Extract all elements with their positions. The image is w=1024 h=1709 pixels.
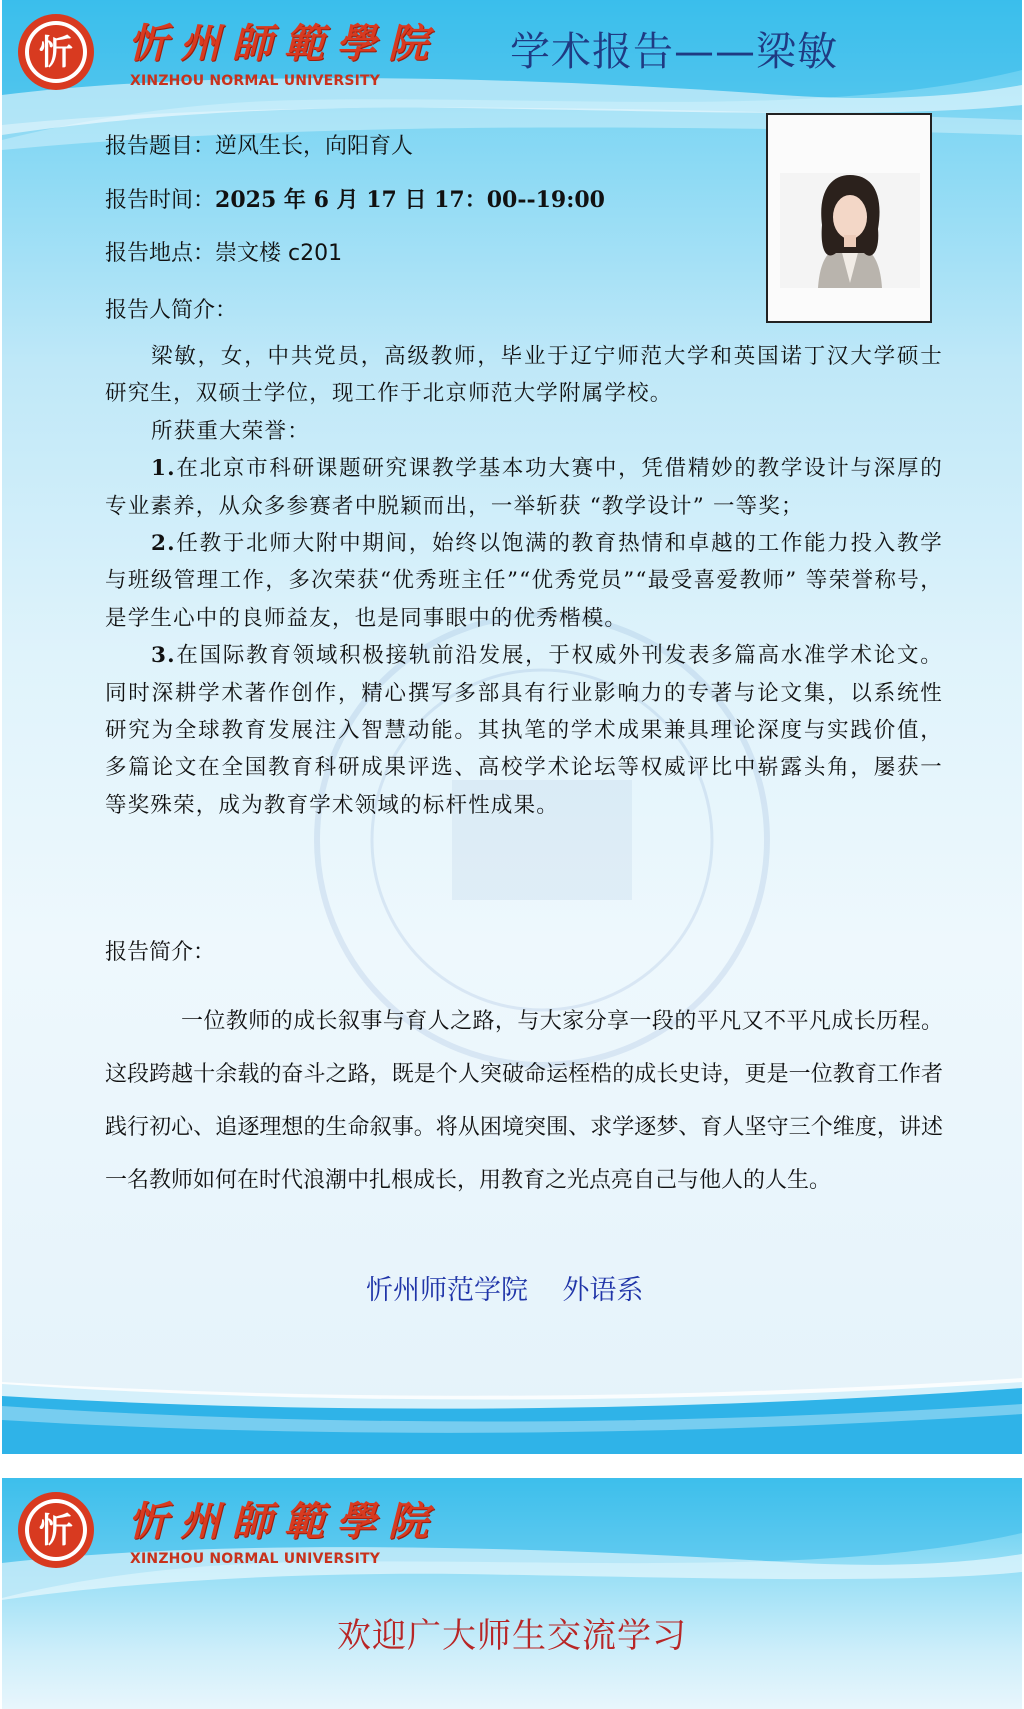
honor-2-text: 任教于北师大附中期间，始终以饱满的教育热情和卓越的工作能力投入教学与班级管理工作，多次荣获“优秀班主任”“优秀党员”“最受喜爱教师” 等荣誉称号，是学生心中的良师益友，也是同事眼中的优秀楷模。 bbox=[105, 531, 943, 631]
page2-seal-glyph: 忻 bbox=[39, 1511, 73, 1551]
speaker-bio bbox=[105, 338, 943, 824]
report-topic bbox=[105, 129, 413, 160]
honor-1-number: 1. bbox=[151, 456, 176, 482]
honor-item-2 bbox=[105, 525, 943, 637]
university-name-en: XINZHOU NORMAL UNIVERSITY bbox=[130, 73, 381, 89]
topic-label: 报告题目： bbox=[105, 134, 216, 159]
page2-university-name-cn: 忻州師範學院 bbox=[128, 1498, 440, 1545]
report-time bbox=[105, 183, 605, 214]
poster-page-1 bbox=[2, 0, 1022, 1454]
footer-wave-decoration bbox=[2, 1344, 1022, 1454]
organizer-signature: 忻州师范学院 外语系 bbox=[366, 1275, 644, 1306]
place-label: 报告地点： bbox=[105, 241, 216, 266]
report-intro bbox=[105, 995, 943, 1207]
honor-3-text: 在国际教育领域积极接轨前沿发展，于权威外刊发表多篇高水准学术论文。同时深耕学术著作创作，精心撰写多部具有行业影响力的专著与论文集，以系统性研究为全球教育发展注入智慧动能。其执笔的学术成果兼具理论深度与实践价值，多篇论文在全国教育科研成果评选、高校学术论坛等权威评比中崭露头角，屡获一等奖殊荣，成为教育学术领域的标杆性成果。 bbox=[105, 643, 943, 818]
time-value: 2025 年 6 月 17 日 17：00--19:00 bbox=[215, 187, 605, 213]
time-label: 报告时间： bbox=[105, 188, 216, 213]
honor-1-text: 在北京市科研课题研究课教学基本功大赛中，凭借精妙的教学设计与深厚的专业素养，从众多参赛者中脱颖而出，一举斩获 “教学设计” 一等奖； bbox=[105, 456, 943, 519]
honor-item-1 bbox=[105, 450, 943, 525]
honor-2-number: 2. bbox=[151, 531, 176, 557]
page2-university-name-en: XINZHOU NORMAL UNIVERSITY bbox=[130, 1551, 381, 1567]
university-seal-logo bbox=[16, 12, 96, 92]
poster-page-2 bbox=[2, 1478, 1022, 1709]
honor-item-3 bbox=[105, 637, 943, 824]
page2-seal-logo bbox=[16, 1490, 96, 1570]
speaker-label: 报告人简介： bbox=[105, 298, 238, 323]
intro-label: 报告简介： bbox=[105, 940, 216, 965]
report-place bbox=[105, 236, 342, 267]
honors-label: 所获重大荣誉： bbox=[151, 418, 310, 444]
intro-text: 一位教师的成长叙事与育人之路，与大家分享一段的平凡又不平凡成长历程。这段跨越十余载的奋斗之路，既是个人突破命运桎梏的成长史诗，更是一位教育工作者践行初心、追逐理想的生命叙事。将从困境突围、求学逐梦、育人坚守三个维度，讲述一名教师如何在时代浪潮中扎根成长，用教育之光点亮自己与他人的人生。 bbox=[105, 1009, 943, 1193]
speaker-photo bbox=[780, 173, 920, 288]
welcome-message: 欢迎广大师生交流学习 bbox=[337, 1616, 687, 1656]
honor-3-number: 3. bbox=[151, 643, 176, 669]
university-name-cn: 忻州師範學院 bbox=[128, 20, 440, 67]
topic-value: 逆风生长，向阳育人 bbox=[215, 134, 414, 159]
speaker-photo-frame bbox=[766, 113, 932, 323]
report-title: 学术报告——梁敏 bbox=[510, 29, 838, 75]
seal-glyph: 忻 bbox=[39, 33, 73, 73]
place-value: 崇文楼 c201 bbox=[215, 241, 343, 266]
bio-intro: 梁敏，女，中共党员，高级教师，毕业于辽宁师范大学和英国诺丁汉大学硕士研究生，双硕士学位，现工作于北京师范大学附属学校。 bbox=[105, 344, 943, 407]
